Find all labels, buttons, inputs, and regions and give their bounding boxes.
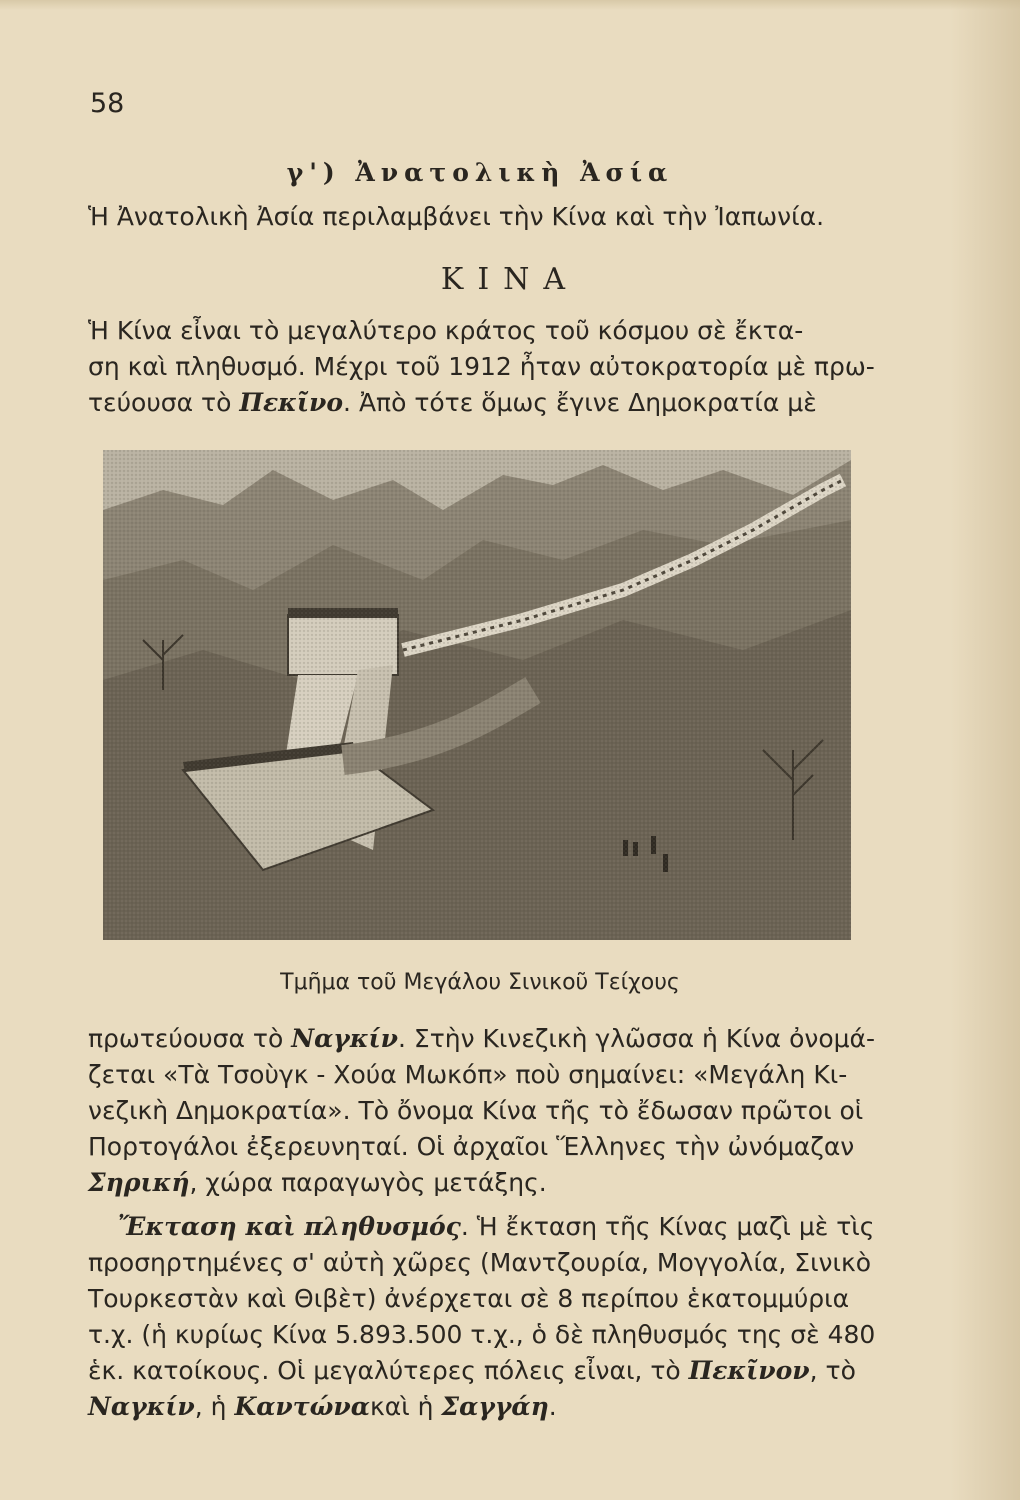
text-line: πρωτεύουσα τὸ Ναγκίν. Στὴν Κινεζικὴ γλῶσσα ἡ Κίνα ὀνομά- — [88, 1024, 876, 1053]
place-name: Πεκῖνο — [239, 388, 344, 417]
great-wall-illustration — [103, 450, 851, 940]
text-line: Σηρική, χώρα παραγωγὸς μετάξης. — [88, 1168, 547, 1197]
figure-caption: Τμῆμα τοῦ Μεγάλου Σινικοῦ Τείχους — [280, 970, 680, 995]
place-name: Ναγκίν — [88, 1392, 195, 1421]
place-name: Πεκῖνον — [688, 1356, 810, 1385]
place-name: Καντώνα — [234, 1392, 370, 1421]
page-number: 58 — [90, 88, 125, 119]
text-line: Τουρκεστὰν καὶ Θιβὲτ) ἀνέρχεται σὲ 8 περίπου ἑκατομμύρια — [88, 1284, 850, 1313]
text-line: τεύουσα τὸ Πεκῖνο. Ἀπὸ τότε ὅμως ἔγινε Δημοκρατία μὲ — [88, 388, 817, 417]
page-binding-shadow — [950, 0, 1020, 1500]
text-line: ζεται «Τὰ Τσοὺγκ - Χούα Μωκόπ» ποὺ σημαίνει: «Μεγάλη Κι- — [88, 1060, 848, 1089]
place-name: Σηρική — [88, 1168, 190, 1197]
place-name: Σαγγάη — [441, 1392, 549, 1421]
text-line: ση καὶ πληθυσμό. Μέχρι τοῦ 1912 ἦταν αὐτοκρατορία μὲ πρω- — [88, 352, 875, 381]
text-line: Πορτογάλοι ἐξερευνηταί. Οἱ ἀρχαῖοι Ἕλληνες τὴν ὠνόμαζαν — [88, 1132, 855, 1161]
text-line: ἑκ. κατοίκους. Οἱ μεγαλύτερες πόλεις εἶναι, τὸ Πεκῖνον, τὸ — [88, 1356, 856, 1385]
text-line: νεζικὴ Δημοκρατία». Τὸ ὄνομα Κίνα τῆς τὸ ἔδωσαν πρῶτοι οἱ — [88, 1096, 864, 1125]
place-name: Ναγκίν — [291, 1024, 398, 1053]
text-line: Ἡ Κίνα εἶναι τὸ μεγαλύτερο κράτος τοῦ κόσμου σὲ ἔκτα- — [88, 316, 804, 345]
intro-line: Ἡ Ἀνατολικὴ Ἀσία περιλαμβάνει τὴν Κίνα καὶ τὴν Ἰαπωνία. — [88, 202, 825, 231]
text-line: τ.χ. (ἡ κυρίως Κίνα 5.893.500 τ.χ., ὁ δὲ πληθυσμός της σὲ 480 — [88, 1320, 876, 1349]
text-line: προσηρτημένες σ' αὐτὴ χῶρες (Μαντζουρία, Μογγολία, Σινικὸ — [88, 1248, 871, 1277]
text-line: Ναγκίν, ἡ Καντώνακαὶ ἡ Σαγγάη. — [88, 1392, 557, 1421]
great-wall-photo — [103, 450, 851, 940]
subheading: Ἔκταση καὶ πληθυσμός — [118, 1212, 461, 1241]
page-top-edge — [0, 0, 1020, 10]
country-title: ΚΙΝΑ — [440, 262, 580, 297]
section-title: γ') Ἀνατολικὴ Ἀσία — [286, 158, 674, 187]
text-line: Ἔκταση καὶ πληθυσμός. Ἡ ἔκταση τῆς Κίνας μαζὶ μὲ τὶς — [118, 1212, 875, 1241]
